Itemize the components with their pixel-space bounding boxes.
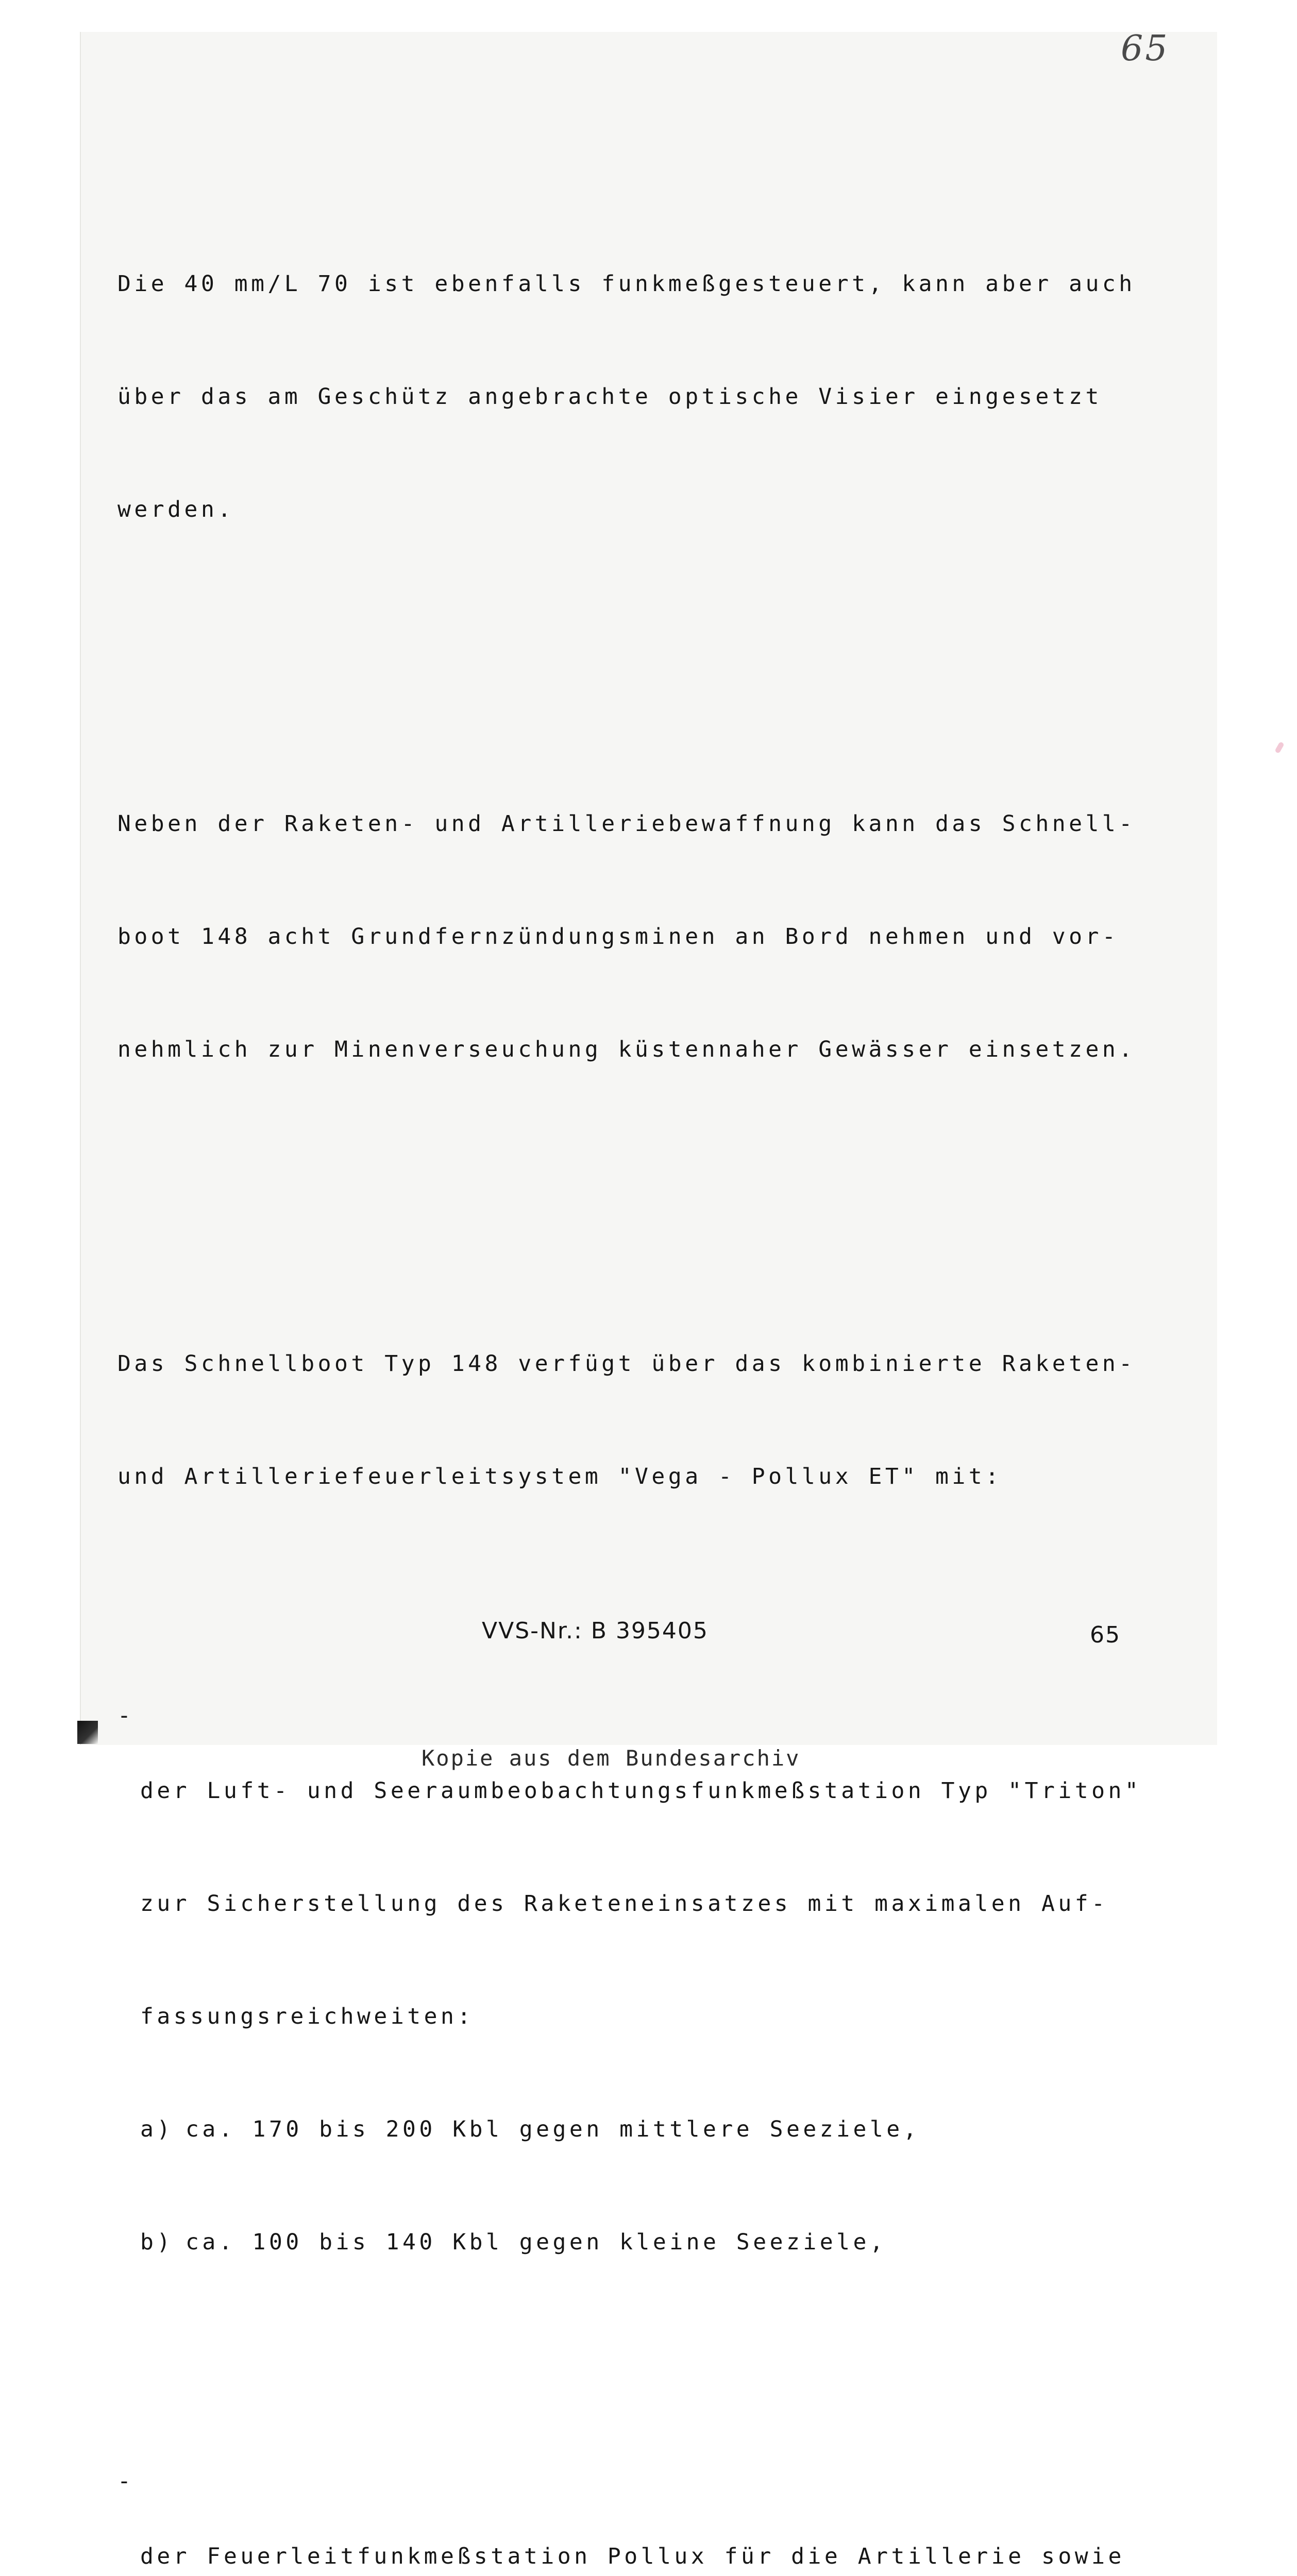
text-line: Das Schnellboot Typ 148 verfügt über das kombinierte Raketen- bbox=[117, 1351, 1136, 1377]
text-line: werden. bbox=[117, 497, 234, 522]
text-line: zur Sicherstellung des Raketeneinsatzes mit maximalen Auf- bbox=[140, 1891, 1108, 1917]
sub-list-item bbox=[140, 2224, 1158, 2261]
bullet-dash: - bbox=[117, 2468, 134, 2494]
text-line: der Feuerleitfunkmeßstation Pollux für die Artillerie sowie bbox=[140, 2544, 1125, 2569]
scan-corner-shadow bbox=[77, 1721, 98, 1744]
list-item bbox=[117, 2463, 1158, 2576]
text-line: fassungsreichweiten: bbox=[140, 2004, 474, 2029]
document-body bbox=[117, 77, 1158, 2576]
bullet-dash: - bbox=[117, 1703, 134, 1728]
text-line: Die 40 mm/L 70 ist ebenfalls funkmeßgesteuert, kann aber auch bbox=[117, 271, 1136, 297]
text-line: und Artilleriefeuerleitsystem "Vega - Pollux ET" mit: bbox=[117, 1464, 1002, 1489]
list-item bbox=[117, 1697, 1158, 2336]
vvs-number: VVS-Nr.: B 395405 bbox=[482, 1618, 709, 1644]
sub-item-marker: a) bbox=[140, 2116, 174, 2142]
text-line: über das am Geschütz angebrachte optische Visier eingesetzt bbox=[117, 384, 1102, 410]
paragraph bbox=[117, 1270, 1158, 1571]
page-number: 65 bbox=[1090, 1622, 1121, 1648]
scan-artifact-mark bbox=[1274, 741, 1285, 754]
archive-note: Kopie aus dem Bundesarchiv bbox=[422, 1745, 801, 1771]
sub-item-text: ca. 100 bis 140 Kbl gegen kleine Seeziele, bbox=[186, 2229, 887, 2255]
text-line: Neben der Raketen- und Artilleriebewaffnung kann das Schnell- bbox=[117, 811, 1136, 837]
handwritten-page-number: 65 bbox=[1121, 28, 1170, 69]
sub-list-item bbox=[140, 2111, 1158, 2148]
text-line: der Luft- und Seeraumbeobachtungsfunkmeßstation Typ "Triton" bbox=[140, 1778, 1142, 1804]
paragraph bbox=[117, 190, 1158, 604]
sub-item-text: ca. 170 bis 200 Kbl gegen mittlere Seeziele, bbox=[186, 2116, 920, 2142]
text-line: nehmlich zur Minenverseuchung küstennaher Gewässer einsetzen. bbox=[117, 1037, 1136, 1062]
text-line: boot 148 acht Grundfernzündungsminen an Bord nehmen und vor- bbox=[117, 924, 1119, 950]
paragraph bbox=[117, 730, 1158, 1144]
sub-item-marker: b) bbox=[140, 2229, 174, 2255]
